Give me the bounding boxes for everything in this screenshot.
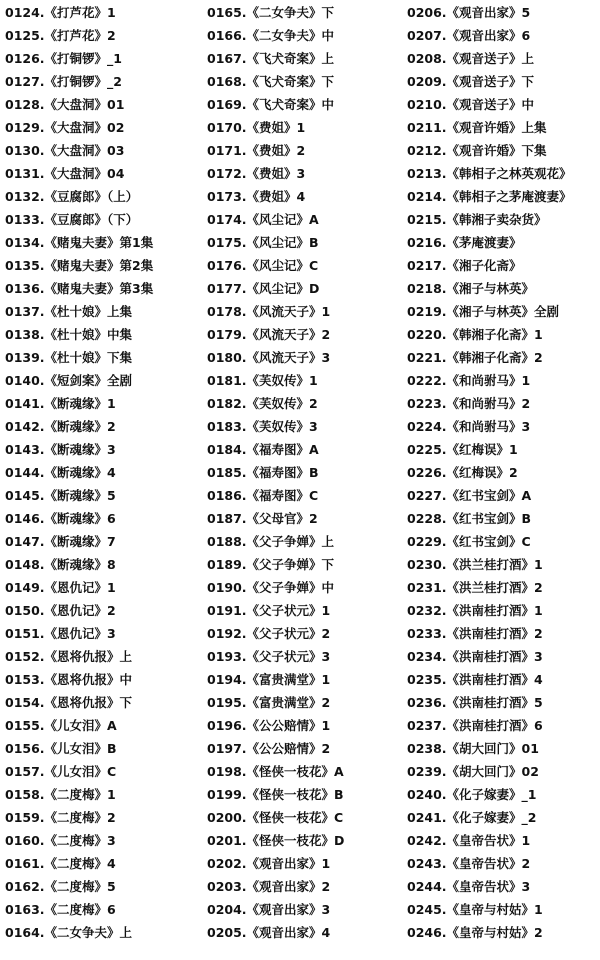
- catalog-entry: 0214.《韩相子之茅庵渡妻》: [407, 189, 572, 204]
- catalog-entry: 0167.《飞犬奇案》上: [207, 51, 335, 66]
- catalog-entry: 0157.《儿女泪》C: [5, 764, 117, 779]
- catalog-entry: 0152.《恩将仇报》上: [5, 649, 133, 664]
- catalog-entry: 0207.《观音出家》6: [407, 28, 531, 43]
- catalog-entry: 0244.《皇帝告状》3: [407, 879, 531, 894]
- catalog-entry: 0219.《湘子与林英》全剧: [407, 304, 560, 319]
- catalog-entry: 0196.《公公赔情》1: [207, 718, 331, 733]
- catalog-entry: 0208.《观音送子》上: [407, 51, 535, 66]
- catalog-entry: 0211.《观音许婚》上集: [407, 120, 547, 135]
- catalog-entry: 0238.《胡大回门》01: [407, 741, 539, 756]
- catalog-entry: 0143.《断魂缘》3: [5, 442, 116, 457]
- catalog-entry: 0136.《赌鬼夫妻》第3集: [5, 281, 154, 296]
- catalog-entry: 0217.《湘子化斋》: [407, 258, 522, 273]
- catalog-entry: 0186.《福寿图》C: [207, 488, 319, 503]
- catalog-entry: 0242.《皇帝告状》1: [407, 833, 531, 848]
- catalog-entry: 0232.《洪南桂打酒》1: [407, 603, 543, 618]
- catalog-entry: 0228.《红书宝剑》B: [407, 511, 532, 526]
- catalog-entry: 0164.《二女争夫》上: [5, 925, 133, 940]
- catalog-entry: 0147.《断魂缘》7: [5, 534, 116, 549]
- catalog-entry: 0135.《赌鬼夫妻》第2集: [5, 258, 154, 273]
- catalog-entry: 0204.《观音出家》3: [207, 902, 331, 917]
- catalog-entry: 0235.《洪南桂打酒》4: [407, 672, 543, 687]
- catalog-column-3: [407, 1, 600, 944]
- catalog-entry: 0243.《皇帝告状》2: [407, 856, 531, 871]
- catalog-entry: 0129.《大盘洞》02: [5, 120, 125, 135]
- catalog-entry: 0226.《红梅误》2: [407, 465, 518, 480]
- catalog-entry: 0200.《怪侠一枝花》C: [207, 810, 344, 825]
- catalog-entry: 0222.《和尚驸马》1: [407, 373, 531, 388]
- catalog-entry: 0165.《二女争夫》下: [207, 5, 335, 20]
- catalog-entry: 0127.《打铜锣》_2: [5, 74, 122, 89]
- catalog-entry: 0218.《湘子与林英》: [407, 281, 535, 296]
- catalog-entry: 0178.《风流天子》1: [207, 304, 331, 319]
- catalog-entry: 0175.《风尘记》B: [207, 235, 319, 250]
- catalog-entry: 0176.《风尘记》C: [207, 258, 319, 273]
- catalog-entry: 0192.《父子状元》2: [207, 626, 331, 641]
- catalog-entry: 0174.《风尘记》A: [207, 212, 319, 227]
- catalog-entry: 0190.《父子争婵》中: [207, 580, 335, 595]
- catalog-entry: 0177.《风尘记》D: [207, 281, 320, 296]
- catalog-entry: 0230.《洪兰桂打酒》1: [407, 557, 543, 572]
- catalog-entry: 0241.《化子嫁妻》_2: [407, 810, 537, 825]
- catalog-entry: 0205.《观音出家》4: [207, 925, 331, 940]
- catalog-entry: 0212.《观音许婚》下集: [407, 143, 547, 158]
- catalog-entry: 0131.《大盘洞》04: [5, 166, 125, 181]
- catalog-entry: 0188.《父子争婵》上: [207, 534, 335, 549]
- catalog-entry: 0162.《二度梅》5: [5, 879, 116, 894]
- catalog-entry: 0126.《打铜锣》_1: [5, 51, 122, 66]
- catalog-entry: 0161.《二度梅》4: [5, 856, 116, 871]
- catalog-entry: 0142.《断魂缘》2: [5, 419, 116, 434]
- catalog-entry: 0245.《皇帝与村姑》1: [407, 902, 543, 917]
- catalog-entry: 0236.《洪南桂打酒》5: [407, 695, 543, 710]
- catalog-entry: 0155.《儿女泪》A: [5, 718, 117, 733]
- catalog-entry: 0231.《洪兰桂打酒》2: [407, 580, 543, 595]
- catalog-entry: 0213.《韩相子之林英观花》: [407, 166, 572, 181]
- catalog-entry: 0193.《父子状元》3: [207, 649, 331, 664]
- catalog-entry: 0199.《怪侠一枝花》B: [207, 787, 344, 802]
- catalog-entry: 0189.《父子争婵》下: [207, 557, 335, 572]
- catalog-entry: 0171.《费姐》2: [207, 143, 306, 158]
- catalog-entry: 0179.《风流天子》2: [207, 327, 331, 342]
- catalog-entry: 0246.《皇帝与村姑》2: [407, 925, 543, 940]
- catalog-entry: 0229.《红书宝剑》C: [407, 534, 531, 549]
- catalog-entry: 0234.《洪南桂打酒》3: [407, 649, 543, 664]
- catalog-entry: 0124.《打芦花》1: [5, 5, 116, 20]
- catalog-entry: 0134.《赌鬼夫妻》第1集: [5, 235, 154, 250]
- catalog-entry: 0172.《费姐》3: [207, 166, 306, 181]
- catalog-entry: 0140.《短剑案》全剧: [5, 373, 133, 388]
- catalog-entry: 0133.《豆腐郎》（下）: [5, 212, 139, 227]
- catalog-entry: 0163.《二度梅》6: [5, 902, 116, 917]
- catalog-entry: 0187.《父母官》2: [207, 511, 318, 526]
- catalog-entry: 0181.《芙奴传》1: [207, 373, 318, 388]
- catalog-entry: 0209.《观音送子》下: [407, 74, 535, 89]
- catalog-entry: 0139.《杜十娘》下集: [5, 350, 133, 365]
- catalog-entry: 0160.《二度梅》3: [5, 833, 116, 848]
- catalog-column-2: [207, 1, 407, 944]
- catalog-entry: 0145.《断魂缘》5: [5, 488, 116, 503]
- catalog-entry: 0150.《恩仇记》2: [5, 603, 116, 618]
- catalog-entry: 0197.《公公赔情》2: [207, 741, 331, 756]
- catalog-entry: 0224.《和尚驸马》3: [407, 419, 531, 434]
- catalog-entry: 0221.《韩湘子化斋》2: [407, 350, 543, 365]
- catalog-entry: 0227.《红书宝剑》A: [407, 488, 532, 503]
- catalog-entry: 0166.《二女争夫》中: [207, 28, 335, 43]
- catalog-entry: 0158.《二度梅》1: [5, 787, 116, 802]
- catalog-entry: 0206.《观音出家》5: [407, 5, 531, 20]
- catalog-entry: 0223.《和尚驸马》2: [407, 396, 531, 411]
- catalog-entry: 0153.《恩将仇报》中: [5, 672, 133, 687]
- catalog-entry: 0156.《儿女泪》B: [5, 741, 117, 756]
- catalog-entry: 0151.《恩仇记》3: [5, 626, 116, 641]
- catalog-entry: 0237.《洪南桂打酒》6: [407, 718, 543, 733]
- catalog-entry: 0138.《杜十娘》中集: [5, 327, 133, 342]
- catalog-entry: 0215.《韩湘子卖杂货》: [407, 212, 547, 227]
- catalog-entry: 0198.《怪侠一枝花》A: [207, 764, 344, 779]
- catalog-entry: 0141.《断魂缘》1: [5, 396, 116, 411]
- catalog-entry: 0201.《怪侠一枝花》D: [207, 833, 345, 848]
- catalog-entry: 0169.《飞犬奇案》中: [207, 97, 335, 112]
- catalog-entry: 0240.《化子嫁妻》_1: [407, 787, 537, 802]
- catalog-entry: 0183.《芙奴传》3: [207, 419, 318, 434]
- catalog-entry: 0170.《费姐》1: [207, 120, 306, 135]
- catalog-entry: 0216.《茅庵渡妻》: [407, 235, 522, 250]
- catalog-entry: 0144.《断魂缘》4: [5, 465, 116, 480]
- catalog-entry: 0180.《风流天子》3: [207, 350, 331, 365]
- catalog-entry: 0173.《费姐》4: [207, 189, 306, 204]
- catalog-column-1: [5, 1, 215, 944]
- catalog-entry: 0233.《洪南桂打酒》2: [407, 626, 543, 641]
- catalog-entry: 0128.《大盘洞》01: [5, 97, 125, 112]
- catalog-entry: 0195.《富贵满堂》2: [207, 695, 331, 710]
- catalog-entry: 0159.《二度梅》2: [5, 810, 116, 825]
- catalog-entry: 0239.《胡大回门》02: [407, 764, 539, 779]
- catalog-entry: 0148.《断魂缘》8: [5, 557, 116, 572]
- catalog-entry: 0220.《韩湘子化斋》1: [407, 327, 543, 342]
- catalog-entry: 0154.《恩将仇报》下: [5, 695, 133, 710]
- catalog-entry: 0210.《观音送子》中: [407, 97, 535, 112]
- catalog-entry: 0203.《观音出家》2: [207, 879, 331, 894]
- catalog-entry: 0182.《芙奴传》2: [207, 396, 318, 411]
- catalog-entry: 0185.《福寿图》B: [207, 465, 319, 480]
- catalog-entry: 0130.《大盘洞》03: [5, 143, 125, 158]
- catalog-entry: 0132.《豆腐郎》（上）: [5, 189, 139, 204]
- catalog-entry: 0146.《断魂缘》6: [5, 511, 116, 526]
- catalog-entry: 0137.《杜十娘》上集: [5, 304, 133, 319]
- catalog-entry: 0202.《观音出家》1: [207, 856, 331, 871]
- catalog-entry: 0168.《飞犬奇案》下: [207, 74, 335, 89]
- catalog-entry: 0125.《打芦花》2: [5, 28, 116, 43]
- catalog-entry: 0225.《红梅误》1: [407, 442, 518, 457]
- catalog-entry: 0184.《福寿图》A: [207, 442, 319, 457]
- catalog-entry: 0149.《恩仇记》1: [5, 580, 116, 595]
- catalog-entry: 0191.《父子状元》1: [207, 603, 331, 618]
- catalog-entry: 0194.《富贵满堂》1: [207, 672, 331, 687]
